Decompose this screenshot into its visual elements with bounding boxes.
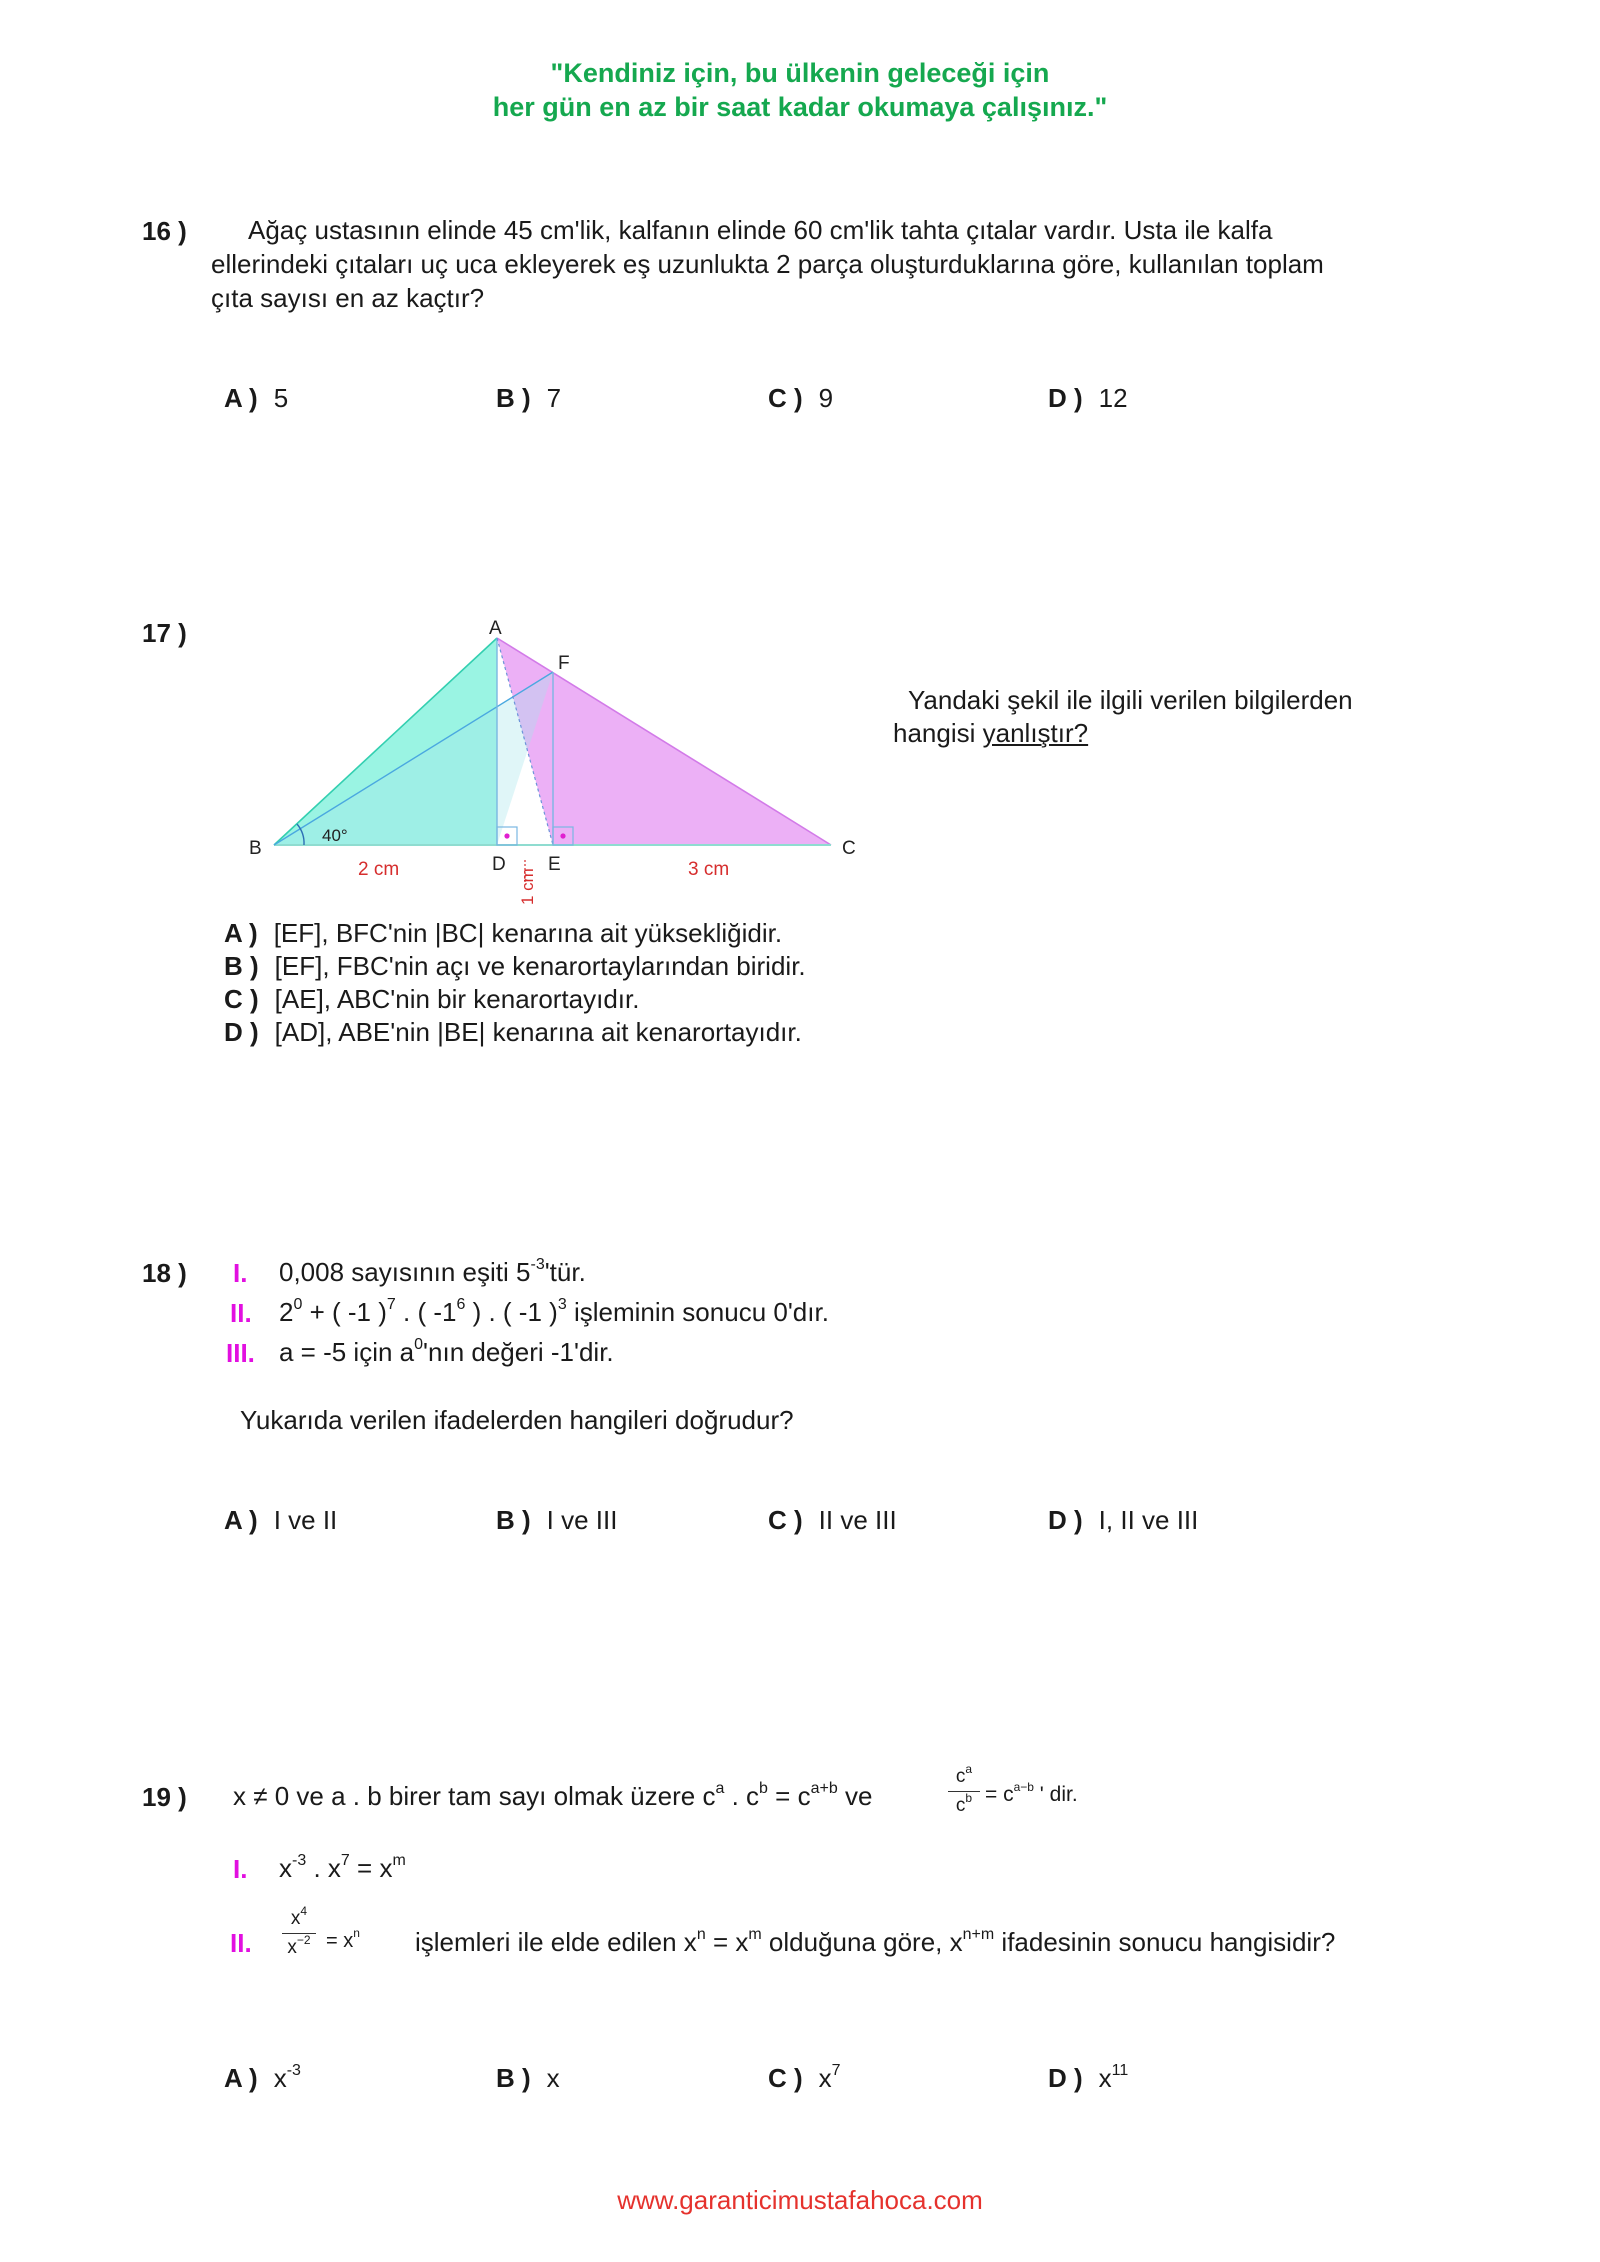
q18-option-a[interactable]: A ) I ve II xyxy=(224,1505,338,1535)
question-19-number: 19 ) xyxy=(142,1782,187,1812)
q17-option-c[interactable]: C ) [AE], ABC'nin bir kenarortayıdır. xyxy=(224,984,640,1014)
q18-option-b[interactable]: B ) I ve III xyxy=(496,1505,618,1535)
q19-option-b[interactable]: B ) x xyxy=(496,2063,560,2093)
q19-item-2-roman: II. xyxy=(230,1928,252,1958)
angle-label: 40° xyxy=(322,826,348,845)
q19-option-a[interactable]: A ) $x^{-3}$ xyxy=(224,2062,301,2093)
label-a: A xyxy=(489,618,502,639)
label-c: C xyxy=(842,838,856,859)
motto-line-2: her gün en az bir saat kadar okumaya çalışınız." xyxy=(492,92,1108,122)
q18-item-3-roman: III. xyxy=(226,1338,255,1368)
q19-item-1-roman: I. xyxy=(233,1854,248,1884)
motto-line-1: "Kendiniz için, bu ülkenin geleceği için xyxy=(550,58,1050,88)
item-2-fraction: $x^4$ $x^{-2}$ xyxy=(282,1908,316,1959)
question-16-number: 16 ) xyxy=(142,216,187,246)
q18-item-2-text: $2^0$ + ( -1 )$^7$ . ( $-1^6$ ) . ( -1 )$^3$ işleminin sonucu 0'dır. xyxy=(279,1296,829,1327)
question-19-intro: x ≠ 0 ve a . b birer tam sayı olmak üzere $c^a$ . $c^b = c^{a+b}$ ve xyxy=(233,1780,873,1811)
label-f: F xyxy=(558,653,570,674)
length-ec: 3 cm xyxy=(688,859,730,880)
label-e: E xyxy=(548,854,561,875)
q16-option-a[interactable]: A ) 5 xyxy=(224,383,289,413)
label-b: B xyxy=(249,838,262,859)
item-2-fraction-rhs: = $x^n$ xyxy=(326,1926,360,1952)
q18-item-1-text: 0,008 sayısının eşiti $5^{-3}'tür$. xyxy=(279,1256,586,1287)
q17-option-a[interactable]: A ) [EF], BFC'nin |BC| kenarına ait yüksekliğidir. xyxy=(224,918,783,948)
q17-option-d[interactable]: D ) [AD], ABE'nin |BE| kenarına ait kenarortayıdır. xyxy=(224,1017,802,1047)
q19-option-c[interactable]: C ) $x^7$ xyxy=(768,2062,841,2093)
question-16-text-line-2: ellerindeki çıtaları uç uca ekleyerek eş uzunlukta 2 parça oluşturduklarına göre, kullanılan toplam xyxy=(211,249,1324,279)
question-16-text-line-1: Ağaç ustasının elinde 45 cm'lik, kalfanın elinde 60 cm'lik tahta çıtalar vardır. Usta ile kalfa xyxy=(248,215,1273,245)
q16-option-c[interactable]: C ) 9 xyxy=(768,383,834,413)
q19-item-2-text: işlemleri ile elde edilen $x^n = x^m$ olduğuna göre, $x^{n+m}$ ifadesinin sonucu hangisidir? xyxy=(415,1926,1336,1957)
question-16-text-line-3: çıta sayısı en az kaçtır? xyxy=(211,283,485,313)
intro-fraction-rhs: = $c^{a-b}$ ' dir. xyxy=(985,1780,1078,1806)
q18-option-c[interactable]: C ) II ve III xyxy=(768,1505,897,1535)
triangle-figure xyxy=(240,610,880,910)
q19-option-d[interactable]: D ) $x^{11}$ xyxy=(1048,2062,1129,2093)
q19-item-1-text: $x^{-3}$ . $x^7 = x^m$ xyxy=(279,1852,406,1883)
q18-item-1-roman: I. xyxy=(233,1258,248,1288)
q16-option-d[interactable]: D ) 12 xyxy=(1048,383,1128,413)
q18-option-d[interactable]: D ) I, II ve III xyxy=(1048,1505,1199,1535)
q17-option-b[interactable]: B ) [EF], FBC'nin açı ve kenarortaylarından biridir. xyxy=(224,951,806,981)
q16-option-b[interactable]: B ) 7 xyxy=(496,383,562,413)
website-link[interactable]: www.garanticimustafahoca.com xyxy=(617,2185,983,2215)
question-17-number: 17 ) xyxy=(142,618,187,648)
question-18-prompt: Yukarıda verilen ifadelerden hangileri doğrudur? xyxy=(240,1405,794,1435)
q18-item-3-text: a = -5 için $a^0'nın$ değeri -1'dir. xyxy=(279,1336,614,1367)
question-18-number: 18 ) xyxy=(142,1258,187,1288)
length-de: 1 cm xyxy=(518,868,537,905)
intro-fraction: $c^a$ $c^b$ xyxy=(948,1766,980,1817)
question-17-text-line-2: hangisi yanlıştır? xyxy=(893,718,1089,748)
label-d: D xyxy=(492,854,506,875)
q18-item-2-roman: II. xyxy=(230,1298,252,1328)
question-17-text-line-1: Yandaki şekil ile ilgili verilen bilgilerden xyxy=(908,685,1353,715)
length-bd: 2 cm xyxy=(358,859,400,880)
